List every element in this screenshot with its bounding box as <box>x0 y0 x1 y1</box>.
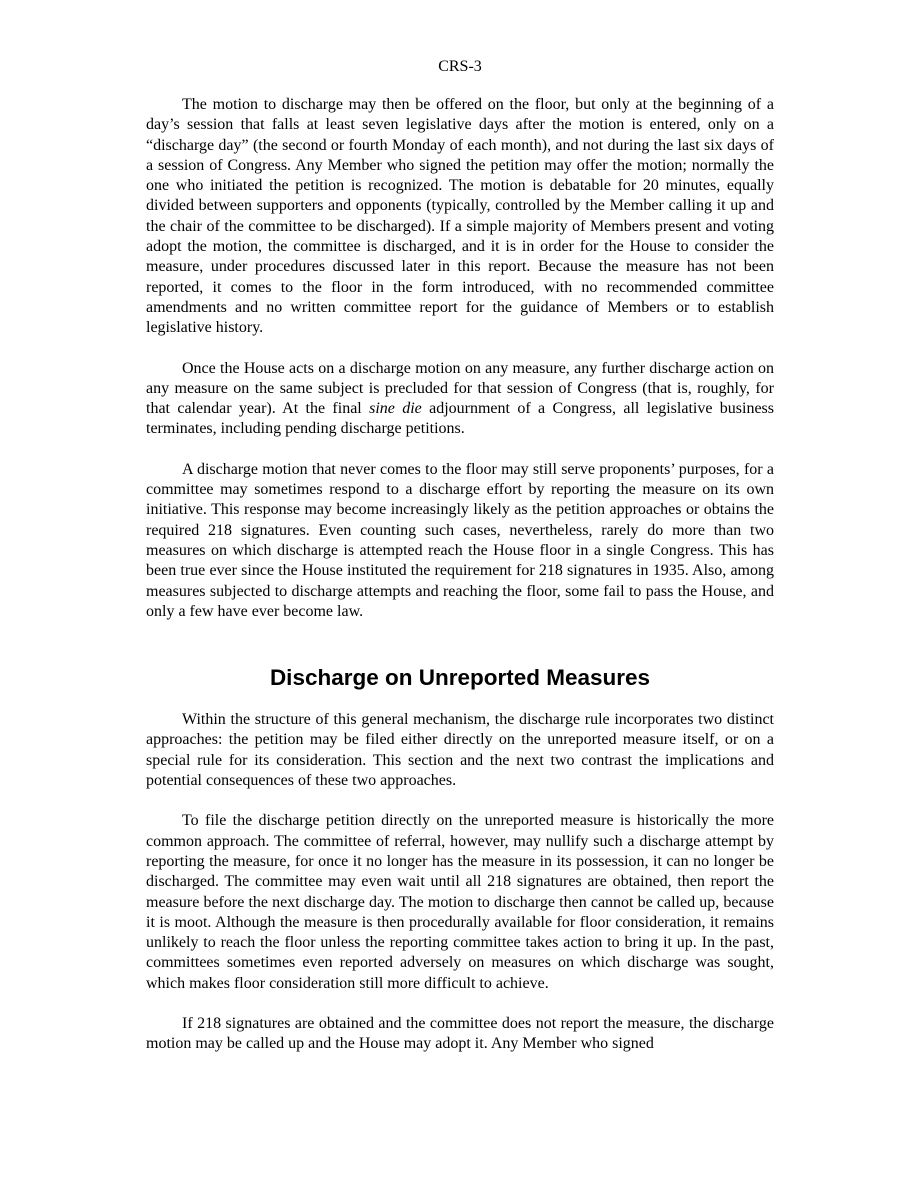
paragraph-two-approaches: Within the structure of this general mechanism, the discharge rule incorporates two distinct approaches: the petition may be filed either directly on the unreported measure itself, or on a special rule for its consideration. This section and the next two contrast the implications and potential consequences of these two approaches. <box>146 711 774 790</box>
paragraph-signatures-obtained: If 218 signatures are obtained and the committee does not report the measure, the discharge motion may be called up and the House may adopt it. Any Member who signed <box>146 1014 774 1053</box>
section-heading: Discharge on Unreported Measures <box>269 665 651 691</box>
body-text <box>146 95 774 1055</box>
paragraph-text-segment: Once the House acts on a discharge motion on any measure, any further discharge action on any measure on the same subject is precluded for that session of Congress (that is, roughly, for that calendar year). At the final <box>146 359 774 418</box>
latin-term-sine-die: sine die <box>369 400 422 418</box>
paragraph-text-segment: adjournment of a Congress, all legislative business terminates, including pending discharge petitions. <box>146 400 775 438</box>
paragraph-unreported-measure-approach: To file the discharge petition directly on the unreported measure is historically the more common approach. The committee of referral, however, may nullify such a discharge attempt by reporting the measure, for once it no longer has the measure in its possession, it can no longer be discharged. The committee may even wait until all 218 signatures are obtained, then report the measure before the next discharge day. The motion to discharge then cannot be called up, because it is moot. Although the measure is then procedurally available for floor consideration, it remains unlikely to reach the floor unless the reporting committee takes action to bring it up. In the past, committees sometimes even reported adversely on measures on which discharge was sought, which makes floor consideration still more difficult to achieve. <box>146 812 774 992</box>
paragraph-discharge-motion-floor: The motion to discharge may then be offered on the floor, but only at the beginning of a day’s session that falls at least seven legislative days after the motion is entered, only on a “discharge day” (the second or fourth Monday of each month), and not during the last six days of a session of Congress. Any Member who signed the petition may offer the motion; normally the one who initiated the petition is recognized. The motion is debatable for 20 minutes, equally divided between supporters and opponents (typically, controlled by the Member calling it up and the chair of the committee to be discharged). If a simple majority of Members present and voting adopt the motion, the committee is discharged, and it is in order for the House to consider the measure, under procedures discussed later in this report. Because the measure has not been reported, it comes to the floor in the form introduced, with no recommended committee amendments and no written committee report for the guidance of Members or to establish legislative history. <box>146 96 774 337</box>
page-number: CRS-3 <box>438 58 482 75</box>
paragraph-committee-response: A discharge motion that never comes to the floor may still serve proponents’ purposes, for a committee may sometimes respond to a discharge effort by reporting the measure on its own initiative. This response may become increasingly likely as the petition approaches or obtains the required 218 signatures. Even counting such cases, nevertheless, rarely do more than two measures on which discharge is attempted reach the House floor in a single Congress. This has been true ever since the House instituted the requirement for 218 signatures in 1935. Also, among measures subjected to discharge attempts and reaching the floor, some fail to pass the House, and only a few have ever become law. <box>146 460 774 620</box>
paragraph-further-discharge-precluded <box>146 359 774 440</box>
